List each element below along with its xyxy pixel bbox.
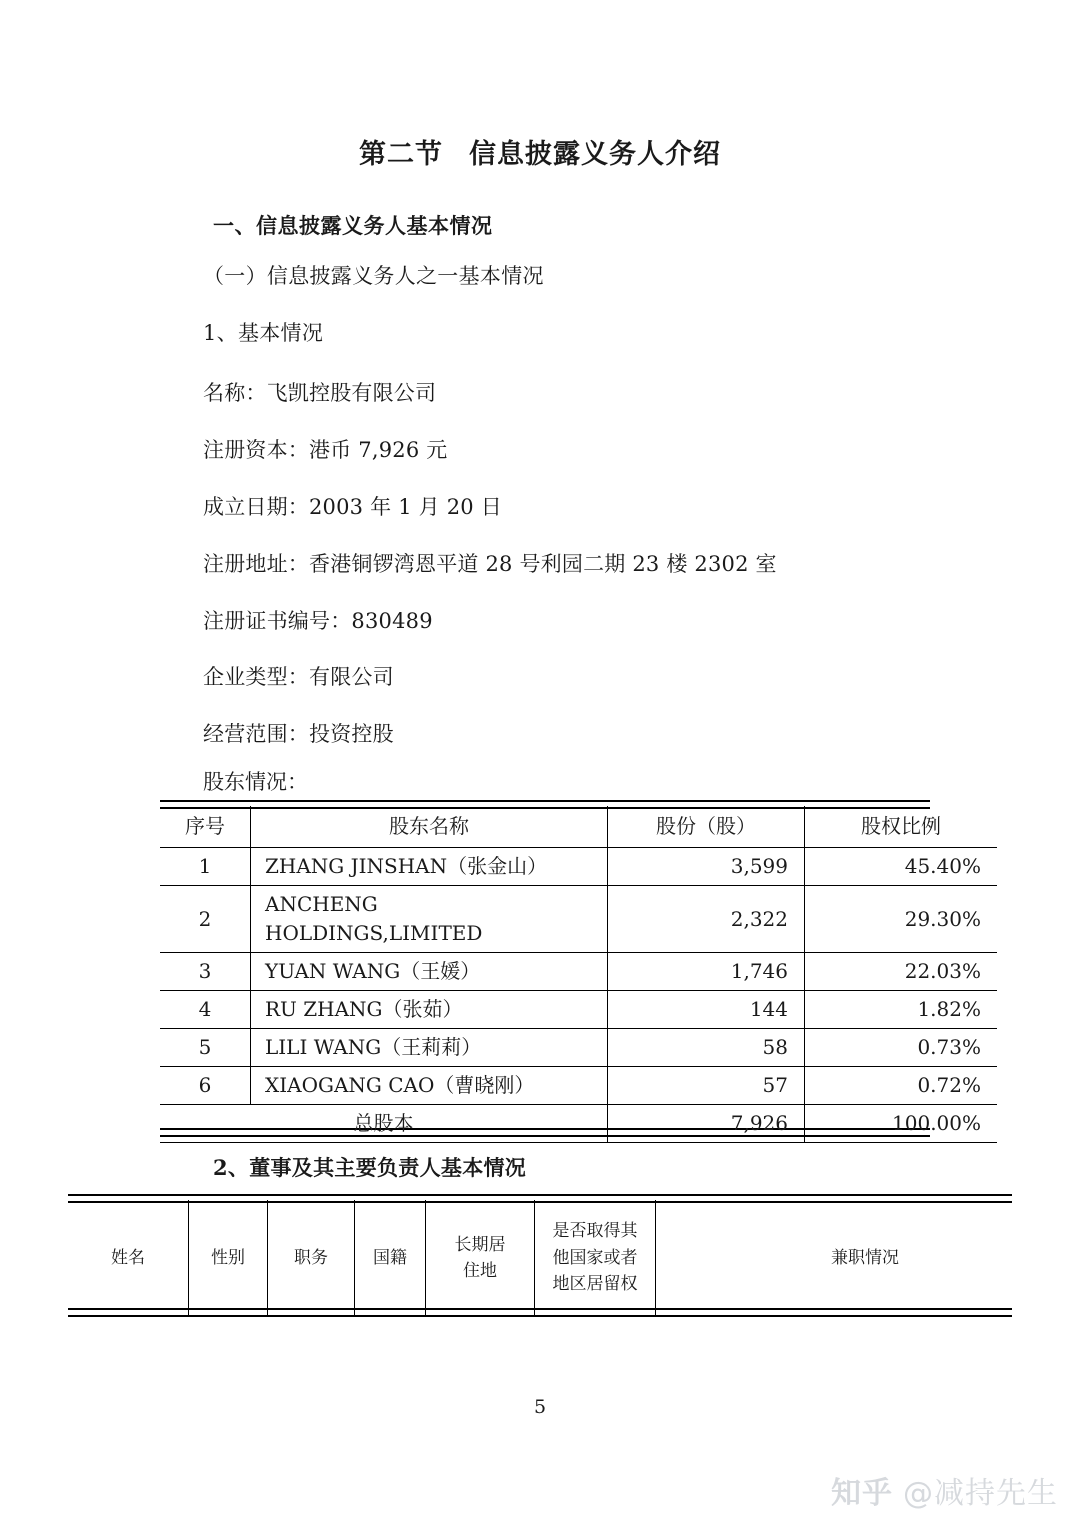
basic-info-label: 注册证书编号： [203,609,352,633]
page-title-prefix: 第二节 [359,139,443,170]
basic-info-label: 成立日期： [203,495,309,519]
cell-shares: 57 [608,1067,805,1105]
table-row [160,848,997,886]
header-residence-line-1: 长期居 [454,1234,506,1255]
cell-index: 1 [160,848,251,886]
basic-info-value: 飞凯控股有限公司 [266,381,437,405]
cell-index: 6 [160,1067,251,1105]
header-shares: 股份（股） [608,806,805,848]
cell-index: 5 [160,1029,251,1067]
basic-info-label: 注册地址： [203,552,309,576]
shareholder-table-body [160,848,997,1143]
cell-shareholder-name: ZHANG JINSHAN（张金山） [251,848,608,886]
cell-percent: 0.73% [805,1029,998,1067]
cell-shareholder-name: YUAN WANG（王媛） [251,953,608,991]
basic-info-value: 830489 [351,609,433,633]
table-header-row [68,1200,1074,1316]
cell-shares: 1,746 [608,953,805,991]
header-director-gender: 性别 [189,1200,268,1316]
basic-info-line [203,718,394,748]
basic-info-label: 企业类型： [203,665,309,689]
basic-info-line [203,491,502,521]
header-director-residency-right [535,1200,656,1316]
table-row [160,953,997,991]
cell-percent: 0.72% [805,1067,998,1105]
basic-info-line [203,377,436,407]
header-residency-line-3: 地区居留权 [552,1274,638,1295]
cell-index: 4 [160,991,251,1029]
watermark [831,1468,1058,1512]
cell-percent: 1.82% [805,991,998,1029]
header-index: 序号 [160,806,251,848]
shareholders-label: 股东情况： [203,770,308,794]
watermark-logo: 知乎 [831,1476,893,1511]
cell-percent: 22.03% [805,953,998,991]
header-percent: 股权比例 [805,806,998,848]
watermark-handle: @减持先生 [903,1476,1058,1511]
basic-info-value: 香港铜锣湾恩平道 28 号利园二期 23 楼 2302 室 [309,552,777,576]
cell-shareholder-name: XIAOGANG CAO（曹晓刚） [251,1067,608,1105]
basic-info-label: 名称： [203,381,267,405]
subsection-heading: （一）信息披露义务人之一基本情况 [203,264,544,288]
table-row [160,1067,997,1105]
cell-percent: 45.40% [805,848,998,886]
table-total-row [160,1105,997,1143]
shareholder-table-head [160,806,997,848]
basic-info-line [203,661,394,691]
item-heading-directors: 2、董事及其主要负责人基本情况 [213,1155,527,1180]
directors-table-body [68,1200,1074,1316]
cell-shareholder-name: ANCHENG HOLDINGS,LIMITED [251,886,608,953]
basic-info-line [203,548,777,578]
header-residency-line-1: 是否取得其 [552,1221,638,1242]
basic-info-value: 投资控股 [309,722,394,746]
table-row [160,991,997,1029]
header-director-residence [426,1200,535,1316]
page-title-main: 信息披露义务人介绍 [469,139,721,170]
page-number: 5 [533,1396,547,1418]
cell-total-shares: 7,926 [608,1105,805,1143]
basic-info-value: 港币 7,926 元 [309,438,448,462]
header-director-concurrent: 兼职情况 [656,1200,1075,1316]
directors-table [68,1200,1074,1316]
table-header-row [160,806,997,848]
table-row [160,886,997,953]
cell-index: 2 [160,886,251,953]
header-director-position: 职务 [268,1200,355,1316]
header-name: 股东名称 [251,806,608,848]
header-director-nationality: 国籍 [355,1200,426,1316]
cell-shares: 144 [608,991,805,1029]
basic-info-line [203,605,433,635]
basic-info-label: 经营范围： [203,722,309,746]
header-residence-line-2: 住地 [463,1261,497,1281]
table-row [160,1029,997,1067]
section-heading: 一、信息披露义务人基本情况 [213,213,493,238]
header-director-name: 姓名 [68,1200,189,1316]
basic-info-label: 注册资本： [203,438,309,462]
cell-total-label: 总股本 [160,1105,608,1143]
basic-info-value: 2003 年 1 月 20 日 [309,495,502,519]
page-title [0,132,1080,171]
cell-shares: 2,322 [608,886,805,953]
cell-total-percent: 100.00% [805,1105,998,1143]
cell-shareholder-name: LILI WANG（王莉莉） [251,1029,608,1067]
header-residency-line-2: 他国家或者 [552,1247,638,1268]
basic-info-value: 有限公司 [309,665,394,689]
cell-percent: 29.30% [805,886,998,953]
cell-shares: 58 [608,1029,805,1067]
item-heading-basic-info: 1、基本情况 [203,321,324,345]
cell-shares: 3,599 [608,848,805,886]
cell-index: 3 [160,953,251,991]
cell-shareholder-name: RU ZHANG（张茹） [251,991,608,1029]
shareholder-table [160,806,997,1143]
basic-info-line [203,434,447,464]
